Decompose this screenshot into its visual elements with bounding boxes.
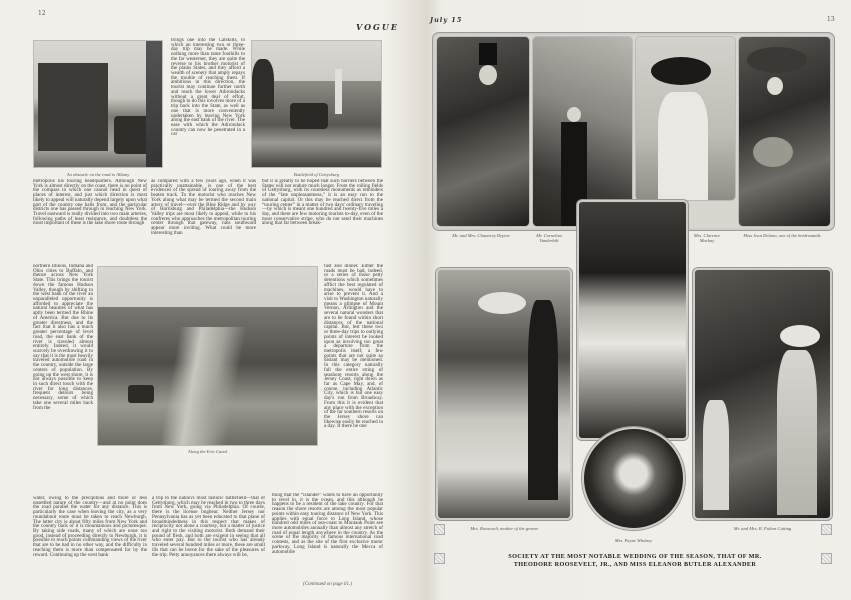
photo-obstacle-road bbox=[33, 40, 163, 168]
ornament-icon bbox=[821, 553, 832, 564]
photo-fulton-cutting bbox=[693, 268, 832, 520]
top-hat-shape bbox=[479, 43, 497, 65]
article-text-block: metropolis his touring headquarters. Although New York is almost directly on the coast, there is no point of the compass to which one cannot head in quest of places of interest, and just which direction is most likely to appeal will naturally depend largely upon what part of the country one hails from, and the particular districts one has passed through in reaching New York. Travel eastward is really divided into two main arteries, following paths of least resistance, and doubtless the most important of these is the lake shore route through bbox=[33, 179, 147, 227]
article-text-block: a trip to the nation's most historic battlefield—that of Gettysburg, which may be reached in two to three days from New York, going via Philadelphia. Of course, there is the license bugbear. Neither Jersey nor Pennsylvania has as yet been educated to that plane of broadmindedness in this respect that makes of reciprocity not alone a courtesy, but a matter of justice and right to the visiting motorist. Both demand their pound of flesh, and both are exigent in seeing that all who enter pay. But to the tourist who has already traveled several hundred miles or more, these are small ills that can be borne for the sake of the pleasures of the trip. Petty annoyances there always will be, bbox=[152, 496, 265, 558]
tree-shape bbox=[252, 59, 274, 109]
photo-jean-delano bbox=[738, 36, 831, 227]
photo-mrs-roosevelt bbox=[436, 268, 572, 520]
photo-cornelius-vanderbilt bbox=[532, 36, 633, 227]
photo-caption: Mrs. Roosevelt, mother of the groom bbox=[470, 526, 538, 531]
photo-chauncey-depew bbox=[436, 36, 530, 227]
issue-date: July 15 bbox=[430, 16, 463, 24]
hat-shape bbox=[478, 292, 526, 314]
ornament-icon bbox=[434, 524, 445, 535]
article-text-block: brings one into the Catskills, to which an interesting two or three-day trip may be made. While nothing more than tame foothills to the far westerner, they are quite the reverse to his brother motorist of the plains States, and they afford a wealth of scenery that amply repays the trouble of reaching them. If ambitious in this direction, the tourist may continue further north and reach the lower Adirondacks without a great deal of effort, though to do this involves more of a trip back into the State, as well as one that is more conveniently undertaken by leaving New York along the east bank of the river. The ease with which the Adirondack country can now be penetrated in a car bbox=[171, 38, 245, 138]
photo-caption: Mrs. Clarence Mackay bbox=[693, 233, 721, 243]
right-page bbox=[425, 0, 851, 600]
car-shape bbox=[290, 103, 328, 129]
canal-shape bbox=[158, 327, 248, 446]
page-number: 12 bbox=[38, 10, 46, 17]
photo-gettysburg bbox=[251, 40, 382, 168]
photo-caption: An obstacle on the road to Albany bbox=[66, 172, 130, 177]
photo-caption: Battlefield of Gettysburg bbox=[293, 172, 340, 177]
article-text-block: but it is greatly to be hoped that such barriers between the States will not endure much longer. From the rolling fields of Gettysburg, with its countless monuments as reminders of the “late unpleasantness,” it is an easy run to the national capital. Or this may be reached direct from the “touring center” in a matter of two days' ordinary traveling—by which is meant one hundred and twenty-five miles a day, and there are few motoring tourists to-day, even of the most conservative stripe, who do not send their machines along that far between break- bbox=[262, 179, 383, 227]
left-page bbox=[0, 0, 425, 600]
photo-caption: Mr. Cornelius Vanderbilt bbox=[536, 233, 562, 243]
article-text-block: fast and dinner. Either the roads must be bad, indeed, or a series of those petty detentions which sometimes afflict the best regulated of machines, would have to arise to prevent it. And a visit to Washington naturally means a glimpse of Mount Vernon, Arlington and the several natural wonders that are to be found within short distances of the national capital. But, lest these two or three-day trips to outlying points of interest be looked upon as involving too great a departure from the metropolis itself, a few points that are not quite so distant may be mentioned. In this category naturally fall the entire string of seashore resorts along the Jersey Coast, right down as far as Cape May, and, of course, including Atlantic City, which is but one easy day's run from Broadway. From this it is evident that any place with the exception of the far southern resorts on the Jersey shore can likewise easily be reached in a day. If there be one bbox=[324, 264, 383, 430]
photo-caption: Miss Jean Delano, one of the bridesmaids bbox=[743, 233, 821, 238]
face-shape bbox=[479, 65, 497, 85]
child-shape bbox=[703, 400, 729, 510]
hat-shape bbox=[780, 325, 820, 347]
truck-shape bbox=[38, 63, 108, 151]
article-text-block: water, owing to the precipitous and more or less unsettled nature of the country—and at no point does the road parallel the water for any distance. This is particularly the case when leaving the city, as a very roundabout route must be taken to reach Newburgh. The latter city is about fifty miles from New York and the country back of it is mountainous and picturesque. By taking side roads, many of which are none too good, instead of proceeding directly to Newburgh, it is possible to reach points commanding views of the river that are to be had in no other way, and the difficulty in reaching them is more than compensated for by the reward. Continuing up the west bank bbox=[33, 496, 147, 558]
ornament-icon bbox=[821, 524, 832, 535]
figure-shape bbox=[777, 350, 817, 515]
policeman-shape bbox=[528, 300, 558, 500]
running-head: VOGUE bbox=[356, 22, 399, 32]
photo-caption: Mr. and Mrs. R. Fulton Cutting bbox=[733, 526, 792, 531]
photo-payne-whitney bbox=[582, 427, 685, 530]
photo-caption: Along the Erie Canal bbox=[187, 449, 228, 454]
photo-erie-canal bbox=[97, 266, 318, 446]
article-text-block: thing that the “islander” wants to have an opportunity to revel in, it is the ocean, and this although he happens to be a resident of the lake country. For that reason the shore resorts are among the most popular points within easy touring distance of New York. This applies with equal force to Long Island, whose hundred odd miles of sea-coast to Montauk Point see more automobiles annually than almost any stretch of road of equal length anywhere in the country. As the scene of the majority of famous international road contests, and as the site of the first exclusive motor parkway, Long Island is naturally the Mecca of automobile bbox=[272, 493, 383, 555]
photo-caption: Mr. and Mrs. Chauncey Depew bbox=[452, 233, 510, 238]
article-text-block: as compared with a few years ago, when it was practically unattainable, is one of the best evidences of the spread of touring away from the beaten track. To the motorist who reaches New York along what may be termed the second main artery of travel—over the Blue Ridge and by way of Harrisburg and Philadelphia—the Hudson Valley trips are most likely to appeal, while to his confreres who approaches the metropolitan touring center through that gateway, runs southward appear more inviting. What could be more interesting than bbox=[151, 179, 256, 236]
photo-wedding-crowd bbox=[577, 200, 688, 440]
ornament-icon bbox=[434, 553, 445, 564]
bouquet-shape bbox=[753, 137, 793, 167]
photo-clarence-mackay bbox=[635, 36, 736, 201]
hat-shape bbox=[651, 57, 711, 85]
spread-headline: SOCIETY AT THE MOST NOTABLE WEDDING OF THE SEASON, THAT OF MR. THEODORE ROOSEVELT, JR., AND MISS ELEANOR BUTLER ALEXANDER bbox=[508, 553, 762, 568]
tree-shape bbox=[146, 41, 163, 168]
photo-caption: Mrs. Payne Whitney bbox=[614, 538, 653, 543]
figure-shape bbox=[658, 92, 708, 201]
continued-note: (Continued on page 61.) bbox=[303, 582, 352, 587]
face-shape bbox=[567, 107, 581, 122]
article-text-block: northern Illinois, Indiana and Ohio cities to Buffalo, and thence across New York State. This brings the tourist down the famous Hudson Valley, though by shifting to the west bank of the river an unparalleled opportunity is afforded to appreciate the natural beauties of what has aptly been termed the Rhine of America. But due to its greater directness, and the fact that it also has a much greater percentage of level road, the east bank of the river is traveled almost entirely. Indeed, it would scarcely be overdrawing it to say that it is the most heavily traveled automobile road in the country, outside the large centers of population. By going up the west shore, it is not always possible to keep in such direct touch with the river for long distances, frequent detours being necessary, some of which take one several miles back from the bbox=[33, 264, 93, 411]
hat-shape bbox=[747, 47, 807, 73]
face-shape bbox=[767, 77, 783, 95]
monument-shape bbox=[335, 69, 342, 114]
page-number: 13 bbox=[827, 16, 835, 23]
car-shape bbox=[128, 385, 154, 403]
